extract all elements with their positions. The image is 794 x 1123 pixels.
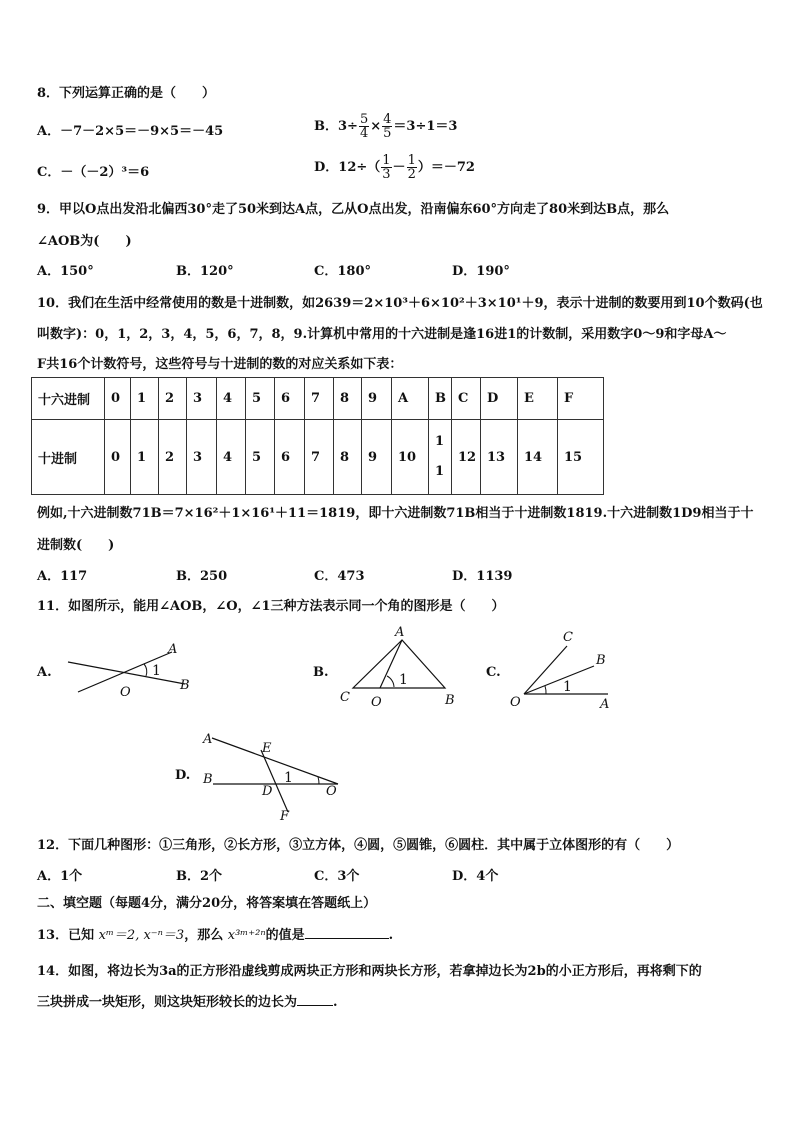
q12-option-b: B．2个 [176,869,223,884]
table-cell: 0 [105,420,131,495]
q9-option-a: A．150° [37,264,94,279]
q14-line1: 14．如图，将边长为3a的正方形沿虚线剪成两块正方形和两块长方形，若拿掉边长为2b的小正方形后，再将剩下的 [37,964,702,979]
table-row-hex [32,378,604,420]
q9-option-c: C．180° [314,264,371,279]
q10-option-b: B．250 [176,569,228,584]
answer-blank[interactable] [297,1005,333,1006]
table-cell: 3 [187,420,217,495]
q9-line2: ∠AOB为( ) [37,234,132,249]
label-1: 1 [284,770,293,786]
q8-option-a: A．－7－2×5＝－9×5＝－45 [37,124,224,139]
figure-b [335,620,465,712]
q8-option-c: C．－（－2）³＝6 [37,165,150,180]
label-b: B [445,693,455,708]
line-ob [68,662,185,684]
q10-option-d: D．1139 [452,569,513,584]
table-cell: 12 [452,420,481,495]
q8-option-d: D．12÷（ $\frac{1}{3}$ － $\frac{1}{2}$ ）＝－72 [314,153,475,182]
label-e: E [262,741,272,756]
section-heading: 二、填空题（每题4分，满分20分，将答案填在答题纸上） [37,896,377,911]
table-cell: 2 [159,378,187,420]
angle-arc [144,664,147,676]
label-a: A [203,732,213,747]
hex-decimal-table [31,377,604,495]
ray-ob [524,666,594,694]
table-cell: 0 [105,378,131,420]
q12-option-a: A．1个 [37,869,83,884]
label-c: C [340,690,350,705]
table-cell: 9 [362,420,392,495]
table-cell: 5 [246,420,275,495]
q10-line3: F共16个计数符号，这些符号与十进制的数的对应关系如下表： [37,357,403,372]
label-1: 1 [399,672,408,688]
label-c: C [563,630,573,645]
q12-option-d: D．4个 [452,869,499,884]
fraction: $\frac{4}{5}$ [383,112,392,141]
label-f: F [280,809,290,824]
answer-blank[interactable] [305,938,389,939]
table-cell: 13 [481,420,518,495]
q11-option-a: A. [37,665,52,680]
q10-after2: 进制数( ) [37,538,115,553]
q9-option-d: D．190° [452,264,510,279]
label-o: O [371,695,382,710]
label-b: B [180,678,190,693]
angle-arc [387,676,394,687]
label-d: D [262,784,273,799]
hex-header: 十六进制 [32,378,105,420]
table-cell: 1 [131,420,159,495]
table-cell: 4 [217,420,246,495]
label-1: 1 [152,663,161,679]
table-cell: 4 [217,378,246,420]
dec-header: 十进制 [32,420,105,495]
line-ao [212,738,338,784]
table-cell: D [481,378,518,420]
angle-arc [545,686,546,694]
q14-line2: 三块拼成一块矩形，则这块矩形较长的边长为 . [37,995,338,1010]
q11-option-d: D. [175,768,191,783]
table-cell: 5 [246,378,275,420]
q10-line2: 叫数字)：0，1，2，3，4，5，6，7，8，9.计算机中常用的十六进制是逢16进1的计数制，采用数字0～9和字母A～ [37,327,727,342]
label-a: A [395,625,405,640]
q13-math: xᵐ＝2, x⁻ⁿ＝3 [98,928,185,943]
table-cell: 11 [429,420,452,495]
label-b: B [203,772,213,787]
table-cell: C [452,378,481,420]
table-cell: 3 [187,378,217,420]
q13: 13．已知 xᵐ＝2, x⁻ⁿ＝3，那么 x³ᵐ⁺²ⁿ的值是 . [37,928,394,943]
label-o: O [326,784,337,799]
q10-option-a: A．117 [37,569,88,584]
label-o: O [510,695,521,710]
q11-stem: 11．如图所示，能用∠AOB，∠O，∠1三种方法表示同一个角的图形是（ ） [37,599,505,614]
table-cell: 15 [558,420,604,495]
q13-math2: x³ᵐ⁺²ⁿ [227,928,266,943]
table-cell: 8 [334,420,362,495]
q11-option-b: B. [313,665,329,680]
q11-option-c: C. [486,665,501,680]
fraction: $\frac{5}{4}$ [359,112,369,141]
label-o: O [120,685,131,700]
q8-stem: 8．下列运算正确的是（ ） [37,86,216,101]
table-cell: 9 [362,378,392,420]
table-cell: B [429,378,452,420]
figure-c [505,628,625,710]
figure-a [60,636,200,706]
q9-option-b: B．120° [176,264,234,279]
angle-arc [318,777,319,784]
label-a: A [168,642,178,657]
table-cell: 7 [305,378,334,420]
label-b: B [596,653,606,668]
fraction: $\frac{1}{3}$ [382,153,391,182]
table-cell: 6 [275,378,305,420]
q10-option-c: C．473 [314,569,365,584]
q12-stem: 12．下面几种图形：①三角形，②长方形，③立方体，④圆，⑤圆锥，⑥圆柱．其中属于立体图形的有（ ） [37,838,680,853]
table-cell: 8 [334,378,362,420]
table-cell: 1 [131,378,159,420]
label-1: 1 [563,679,572,695]
table-cell: F [558,378,604,420]
label-a: A [600,697,610,710]
table-cell: 7 [305,420,334,495]
q8-b-prefix: B．3÷ [314,119,358,134]
table-cell: 14 [518,420,558,495]
figure-d [198,728,348,824]
table-cell: A [392,378,429,420]
table-cell: 6 [275,420,305,495]
q12-option-c: C．3个 [314,869,360,884]
table-cell: 2 [159,420,187,495]
table-cell: 10 [392,420,429,495]
q9-line1: 9．甲以O点出发沿北偏西30°走了50米到达A点，乙从O点出发，沿南偏东60°方向走了80米到达B点，那么 [37,202,670,217]
q10-line1: 10．我们在生活中经常使用的数是十进制数，如2639＝2×10³＋6×10²＋3×10¹＋9，表示十进制的数要用到10个数码(也 [37,296,763,311]
q10-after1: 例如,十六进制数71B＝7×16²＋1×16¹＋11＝1819，即十六进制数71B相当于十进制数1819.十六进制数1D9相当于十 [37,506,754,521]
fraction: $\frac{1}{2}$ [407,153,416,182]
table-row-dec [32,420,604,495]
table-cell: E [518,378,558,420]
q8-option-b: B．3÷ $\frac{5}{4}$ × $\frac{4}{5}$ ＝3÷1＝3 [314,112,458,141]
